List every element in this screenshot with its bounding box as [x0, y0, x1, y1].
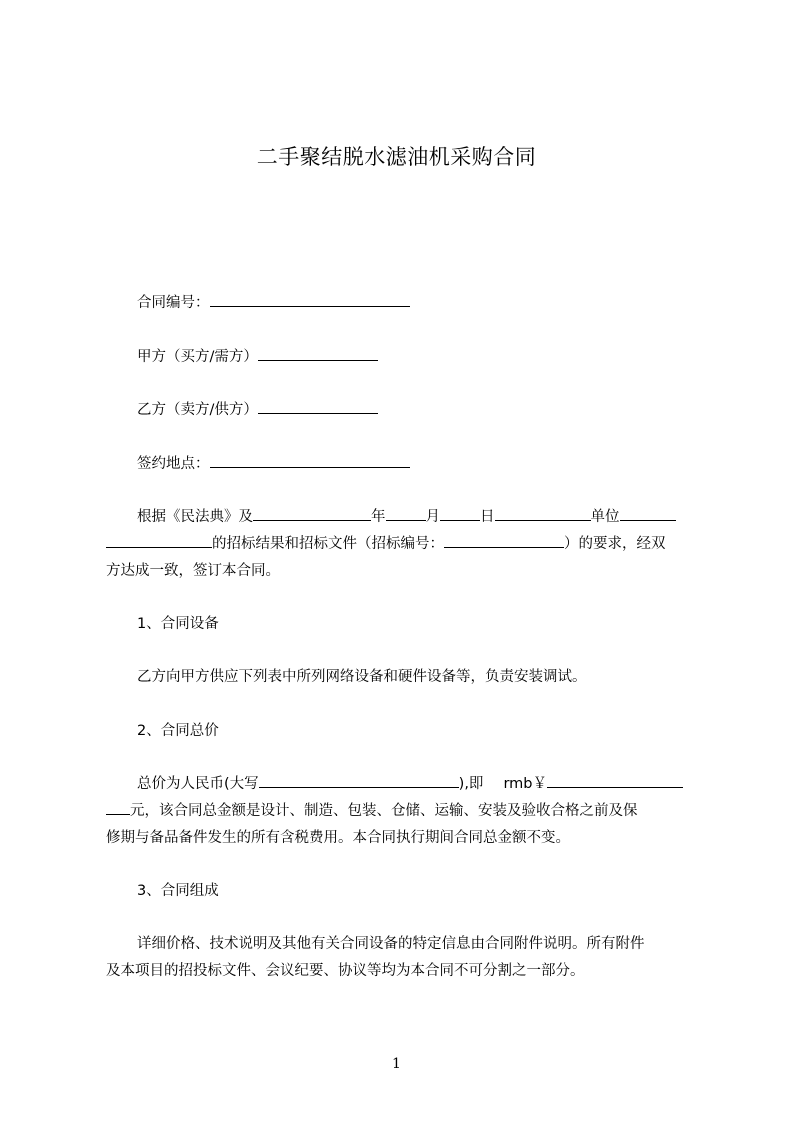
intro-line-2: [106, 532, 666, 553]
intro-line-3: 方达成一致，签订本合同。: [106, 563, 280, 579]
month-label: 月: [425, 509, 440, 525]
section-3-heading: 3、合同组成: [137, 883, 219, 899]
year-label: 年: [371, 509, 386, 525]
law-blank[interactable]: [253, 505, 371, 521]
intro-text: ）的要求，经双: [564, 536, 666, 552]
party-b-blank[interactable]: [258, 398, 378, 414]
party-b-row: [137, 398, 378, 419]
section-1-heading: 1、合同设备: [137, 616, 219, 632]
price-number-blank[interactable]: [547, 772, 683, 788]
sign-place-blank[interactable]: [210, 452, 410, 468]
section-3-line-2: 及本项目的招投标文件、会议纪要、协议等均为本合同不可分割之一部分。: [106, 963, 585, 979]
intro-line-1: [137, 505, 676, 526]
party-a-label: 甲方（买方/需方）: [137, 349, 258, 365]
unit-blank[interactable]: [495, 505, 591, 521]
document-title: 二手聚结脱水滤油机采购合同: [256, 145, 537, 169]
price-text: 元，该合同总金额是设计、制造、包装、仓储、运输、安装及验收合格之前及保: [130, 803, 638, 819]
section-3-line-1: 详细价格、技术说明及其他有关合同设备的特定信息由合同附件说明。所有附件: [137, 936, 645, 952]
month-blank[interactable]: [386, 505, 426, 521]
contract-number-blank[interactable]: [210, 291, 410, 307]
intro-text: 根据《民法典》及: [137, 509, 253, 525]
section-2-line-3: 修期与备品备件发生的所有含税费用。本合同执行期间合同总金额不变。: [106, 830, 570, 846]
unit-name-blank[interactable]: [620, 505, 676, 521]
rmb-label: rmb￥: [503, 776, 547, 792]
sign-place-row: [137, 452, 410, 473]
page-number: 1: [392, 1056, 401, 1072]
section-2-line-1: [137, 772, 683, 793]
contract-number-row: [137, 291, 410, 312]
price-text: ),即: [458, 776, 484, 792]
day-blank[interactable]: [440, 505, 480, 521]
contract-number-label: 合同编号：: [137, 295, 210, 311]
section-2-line-2: [106, 799, 638, 820]
intro-text: 的招标结果和招标文件（招标编号：: [212, 536, 444, 552]
party-b-label: 乙方（卖方/供方）: [137, 402, 258, 418]
unit-label: 单位: [590, 509, 620, 525]
party-a-row: [137, 345, 378, 366]
day-label: 日: [480, 509, 495, 525]
tender-number-blank[interactable]: [444, 532, 564, 548]
section-1-body: 乙方向甲方供应下列表中所列网络设备和硬件设备等，负责安装调试。: [137, 669, 587, 685]
price-number-blank-cont[interactable]: [106, 799, 130, 815]
unit-name-blank-cont[interactable]: [106, 532, 212, 548]
section-2-heading: 2、合同总价: [137, 723, 219, 739]
sign-place-label: 签约地点：: [137, 456, 210, 472]
price-text: 总价为人民币(大写: [137, 776, 259, 792]
party-a-blank[interactable]: [258, 345, 378, 361]
price-words-blank[interactable]: [259, 772, 459, 788]
